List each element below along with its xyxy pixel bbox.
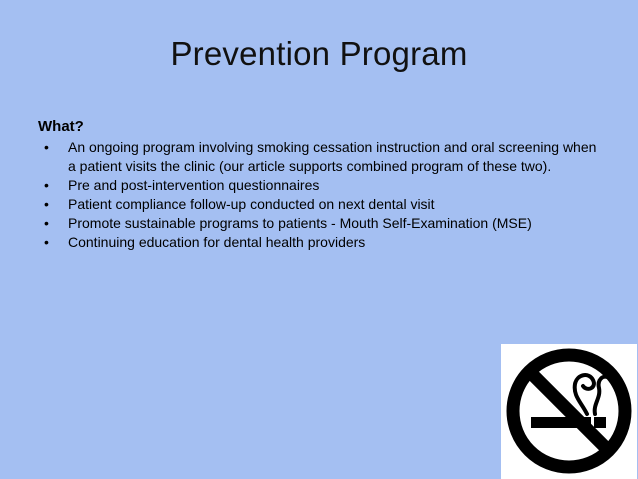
bullet-list	[38, 138, 598, 252]
bullet-text: Pre and post-intervention questionnaires	[68, 177, 320, 193]
bullet-dot: •	[44, 234, 49, 250]
bullet-text: An ongoing program involving smoking cessation instruction and oral screening when a patient visits the clinic (our article supports combined program of these two).	[68, 139, 597, 174]
bullet-item	[38, 233, 598, 252]
bullet-item	[38, 195, 598, 214]
bullet-text: Patient compliance follow-up conducted on next dental visit	[68, 196, 435, 212]
bullet-text: Promote sustainable programs to patients - Mouth Self-Examination (MSE)	[68, 215, 532, 231]
section-heading: What?	[38, 118, 84, 135]
bullet-dot: •	[44, 196, 49, 212]
slide-title: Prevention Program	[170, 35, 468, 72]
bullet-dot: •	[44, 139, 49, 155]
no-smoking-icon	[501, 344, 637, 479]
bullet-text: Continuing education for dental health providers	[68, 234, 366, 250]
bullet-item	[38, 176, 598, 195]
bullet-dot: •	[44, 215, 49, 231]
bullet-dot: •	[44, 177, 49, 193]
bullet-item	[38, 138, 598, 176]
no-smoking-image	[501, 344, 637, 479]
bullet-item	[38, 214, 598, 233]
